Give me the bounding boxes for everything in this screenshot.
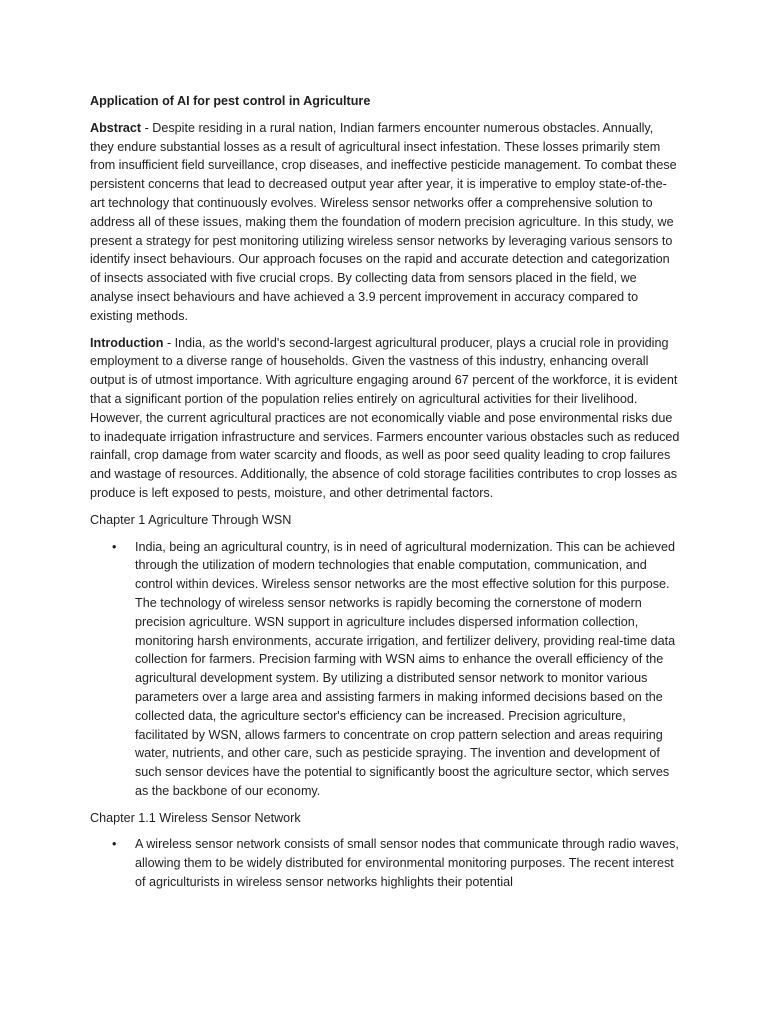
list-item [90,538,680,801]
chapter-1-bullet-list [90,538,680,801]
abstract-text: - Despite residing in a rural nation, Indian farmers encounter numerous obstacles. Annually, they endure substantial losses as a result of agricultural insect infestation. These losses primarily stem from insufficient field surveillance, crop diseases, and ineffective pesticide management. To combat these persistent concerns that lead to decreased output year after year, it is imperative to employ state-of-the-art technology that continuously evolves. Wireless sensor networks offer a comprehensive solution to address all of these issues, making them the foundation of modern precision agriculture. In this study, we present a strategy for pest monitoring utilizing wireless sensor networks by leveraging various sensors to identify insect behaviours. Our approach focuses on the rapid and accurate detection and categorization of insects associated with five crucial crops. By collecting data from sensors placed in the field, we analyse insect behaviours and have achieved a 3.9 percent improvement in accuracy compared to existing methods. [90,120,677,323]
abstract-paragraph [90,119,680,326]
bullet-icon: • [112,539,117,554]
list-item [90,835,680,891]
chapter-1-1-heading: Chapter 1.1 Wireless Sensor Network [90,810,301,825]
bullet-icon: • [112,837,117,852]
chapter-1-heading: Chapter 1 Agriculture Through WSN [90,512,292,527]
document-title: Application of AI for pest control in Agriculture [90,94,371,108]
abstract-label: Abstract [90,120,142,135]
introduction-label: Introduction [90,335,164,350]
chapter-1-bullet-text: India, being an agricultural country, is in need of agricultural modernization. This can be achieved through the utilization of modern technologies that enable computation, communication, and control within devices. Wireless sensor networks are the most effective solution for this purpose. The technology of wireless sensor networks is rapidly becoming the cornerstone of modern precision agriculture. WSN support in agriculture includes dispersed information collection, monitoring harsh environments, accurate irrigation, and fertilizer delivery, providing real-time data collection for farmers. Precision farming with WSN aims to enhance the overall efficiency of the agricultural development system. By utilizing a distributed sensor network to monitor various parameters over a large area and assisting farmers in making informed decisions based on the collected data, the agriculture sector's efficiency can be increased. Precision agriculture, facilitated by WSN, allows farmers to concentrate on crop pattern selection and areas requiring water, nutrients, and other care, such as pesticide spraying. The invention and development of such sensor devices have the potential to significantly boost the agriculture sector, which serves as the backbone of our economy. [135,539,676,798]
introduction-paragraph [90,334,680,503]
document-page [90,92,680,900]
introduction-text: - India, as the world's second-largest agricultural producer, plays a crucial role in providing employment to a diverse range of households. Given the vastness of this industry, enhancing overall output is of utmost importance. With agriculture engaging around 67 percent of the workforce, it is evident that a significant portion of the population relies entirely on agricultural activities for their livelihood. However, the current agricultural practices are not economically viable and pose environmental risks due to inadequate irrigation infrastructure and services. Farmers encounter various obstacles such as reduced rainfall, crop damage from water scarcity and floods, as well as poor seed quality leading to crop failures and wastage of resources. Additionally, the absence of cold storage facilities contributes to crop losses as produce is left exposed to pests, moisture, and other detrimental factors. [90,335,680,500]
chapter-1-1-bullet-text: A wireless sensor network consists of small sensor nodes that communicate through radio waves, allowing them to be widely distributed for environmental monitoring purposes. The recent interest of agriculturists in wireless sensor networks highlights their potential [135,837,679,890]
chapter-1-1-bullet-list [90,835,680,891]
